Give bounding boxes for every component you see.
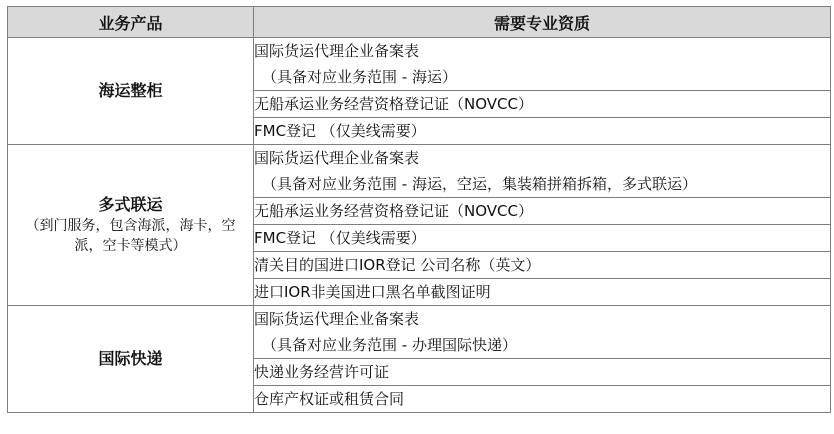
requirement-cell: [254, 118, 831, 145]
product-name: 海运整柜: [98, 81, 163, 100]
requirement-cell: [254, 91, 831, 118]
requirement-text: 无船承运业务经营资格登记证（NOVCC）: [254, 202, 533, 220]
requirement-text: 国际货运代理企业备案表: [254, 149, 420, 167]
requirement-scope: （具备对应业务范围 - 海运）: [262, 68, 457, 86]
requirement-text: 快递业务经营许可证: [254, 363, 390, 381]
table-row: [8, 145, 831, 198]
requirement-text: FMC登记 （仅美线需要）: [254, 229, 426, 247]
product-cell: [8, 306, 254, 413]
requirement-cell: [254, 386, 831, 413]
requirement-cell: [254, 252, 831, 279]
product-cell: [8, 145, 254, 306]
requirement-cell: [254, 306, 831, 359]
table-row: [8, 38, 831, 91]
requirement-cell: [254, 198, 831, 225]
product-cell: [8, 38, 254, 145]
requirement-cell: [254, 38, 831, 91]
requirement-text: 无船承运业务经营资格登记证（NOVCC）: [254, 95, 533, 113]
header-product: 业务产品: [8, 7, 254, 38]
requirement-cell: [254, 279, 831, 306]
product-name: 国际快递: [98, 349, 163, 368]
requirement-text: 国际货运代理企业备案表: [254, 310, 420, 328]
requirement-text: 进口IOR非美国进口黑名单截图证明: [254, 283, 491, 301]
requirement-text: 国际货运代理企业备案表: [254, 42, 420, 60]
requirement-scope: （具备对应业务范围 - 海运，空运，集装箱拼箱拆箱，多式联运）: [262, 175, 697, 193]
qualification-table: [7, 6, 831, 413]
header-requirement: 需要专业资质: [254, 7, 831, 38]
requirement-scope: （具备对应业务范围 - 办理国际快递）: [262, 336, 517, 354]
requirement-cell: [254, 225, 831, 252]
requirement-cell: [254, 359, 831, 386]
header-row: [8, 7, 831, 38]
requirement-text: 仓库产权证或租赁合同: [254, 390, 405, 408]
product-note: （到门服务，包含海派，海卡，空派，空卡等模式）: [25, 218, 236, 254]
table-row: [8, 306, 831, 359]
requirement-text: 清关目的国进口IOR登记 公司名称（英文）: [254, 256, 541, 274]
requirement-cell: [254, 145, 831, 198]
requirement-text: FMC登记 （仅美线需要）: [254, 122, 426, 140]
product-name: 多式联运: [98, 195, 163, 214]
